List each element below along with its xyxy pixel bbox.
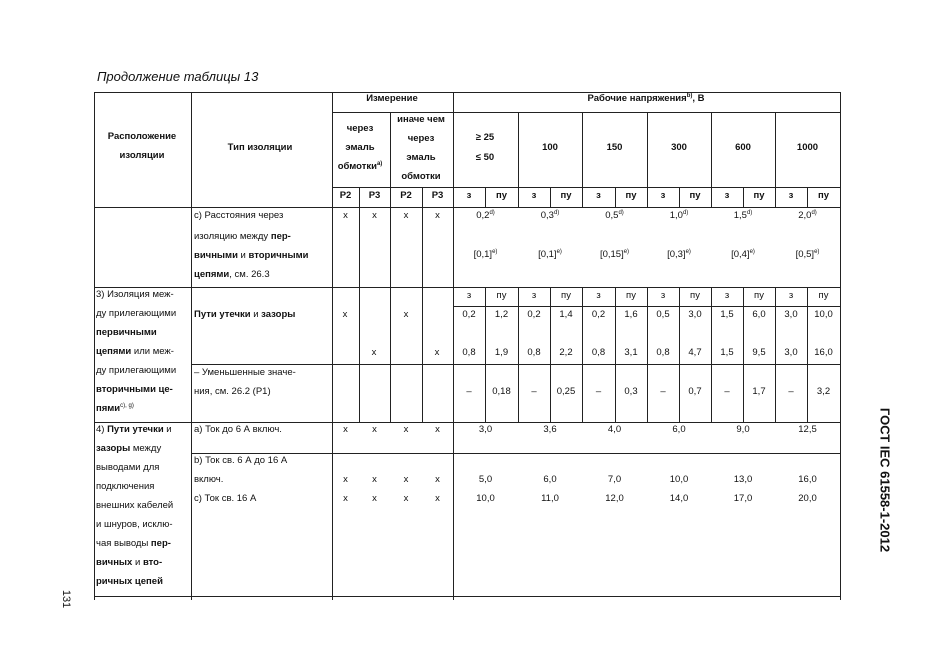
row-3-location: ду прилегающими [96, 308, 177, 319]
row-3-sub-col: з [788, 290, 794, 301]
rule-v [518, 112, 519, 207]
header-sub-col: пу [817, 190, 830, 201]
rule-v [453, 92, 454, 600]
header-sub-col: з [788, 190, 794, 201]
row-3-value: 0,2 [462, 309, 476, 320]
header-meas-col: P3 [431, 190, 444, 201]
row-c-type: c) Расстояния через [194, 210, 284, 221]
row-4-c-type: с) Ток св. 16 А [194, 493, 257, 504]
row-3-value: 1,9 [494, 347, 509, 358]
row-3-sub-col: пу [754, 290, 764, 301]
rule-v [775, 287, 776, 422]
row-c-value: 2,0$^{d)}$ [798, 209, 817, 221]
header-other-than-enamel: иначе чем [397, 114, 445, 125]
row-3-mark: x [371, 347, 377, 358]
row-3-value: 3,1 [624, 347, 638, 358]
row-3-value: 10,0 [814, 309, 833, 320]
table-top-rule [94, 92, 840, 93]
rule-v [359, 187, 360, 422]
row-3-location: 3) Изоляция меж- [96, 289, 174, 300]
row-4-value: 4,0 [607, 424, 622, 435]
header-sub-col: з [660, 190, 666, 201]
row-4-location: 4) Пути утечки и [96, 424, 172, 435]
row-4-mark: x [403, 424, 409, 435]
row-4-b-rule [191, 453, 840, 454]
rule-v [647, 112, 648, 207]
row-4-value: 13,0 [733, 474, 753, 485]
row-c-bracket-value: $[0,1]^{e)}$ [538, 248, 562, 260]
row-4-value: 3,6 [543, 424, 557, 435]
header-other-than-enamel: обмотки [401, 171, 441, 182]
row-4-location: ричных цепей [96, 576, 163, 587]
row-c-type: цепями, см. 26.3 [194, 269, 270, 280]
rule-v [332, 92, 333, 600]
row-3-sub-col: пу [626, 290, 636, 301]
row-3-value: 1,5 [720, 309, 734, 320]
row-4-value: 10,0 [669, 474, 689, 485]
row-c-bracket-value: $[0,15]^{e)}$ [599, 248, 630, 260]
row-3-reduced: – Уменьшенные значе- [194, 367, 296, 378]
row-3-sub-col: з [660, 290, 666, 301]
row-4-value: 11,0 [541, 493, 559, 504]
row-4-value: 16,0 [798, 474, 817, 485]
row-3-value: 16,0 [814, 347, 833, 358]
row-c-type: изоляцию между пер- [194, 231, 291, 242]
row-3-mark: x [403, 309, 409, 320]
row-3-value: 9,5 [752, 347, 766, 358]
rule-v [679, 287, 680, 422]
header-sub-col: з [531, 190, 537, 201]
rule-v [485, 187, 486, 207]
row-3-value: 0,8 [462, 347, 476, 358]
row-3-value: – [466, 386, 472, 397]
row-4-mark: x [435, 424, 440, 435]
row-c-bracket-value: $[0,1]^{e)}$ [473, 248, 498, 260]
rule-v [775, 112, 776, 207]
row-4-mark: x [403, 474, 409, 485]
row-3-location: ду прилегающими [96, 365, 177, 376]
header-other-than-enamel: через [407, 133, 435, 144]
header-location: изоляции [119, 150, 165, 161]
row-3-type: Пути утечки и зазоры [194, 309, 296, 320]
row-c-type: вичными и вторичными [194, 250, 309, 261]
row-3-sub-col: з [596, 290, 601, 301]
rule-h [94, 596, 191, 597]
row-c-value: 1,0$^{d)}$ [669, 209, 689, 221]
row-c-bracket-value: $[0,4]^{e)}$ [731, 248, 755, 260]
rule-v [743, 287, 744, 422]
header-voltage-25-50: ≤ 50 [475, 152, 495, 163]
row-3-sub-col: пу [496, 290, 507, 301]
rule-v [582, 112, 583, 207]
header-voltage: 100 [542, 142, 558, 153]
row-c-mark: x [435, 210, 440, 221]
rule-v [679, 187, 680, 207]
row-c-bracket-value: $[0,5]^{e)}$ [795, 248, 820, 260]
row-3-location: цепями или меж- [96, 346, 174, 357]
row-4-location: выводами для [96, 462, 160, 473]
row-4-location: вичных и вто- [96, 557, 163, 568]
row-3-value: 1,2 [494, 309, 509, 320]
row-4-value: 5,0 [478, 474, 493, 485]
header-working-voltages: Рабочие напряжения$^{b)}$, В [587, 92, 705, 104]
row-3-sub-col: пу [818, 290, 829, 301]
subheader-rule [332, 187, 840, 188]
header-sub-col: пу [625, 190, 637, 201]
row-4-mark: x [372, 493, 377, 504]
table-right-rule [840, 92, 841, 600]
row-4-b-type: b) Ток св. 6 А до 16 А [194, 455, 288, 466]
header-sub-col: з [596, 190, 601, 201]
row-4-value: 6,0 [543, 474, 557, 485]
row-4-mark: x [343, 493, 348, 504]
row-3-value: 0,2 [591, 309, 606, 320]
row-c-bracket-value: $[0,3]^{e)}$ [667, 248, 691, 260]
row-3-value: 0,3 [624, 386, 638, 397]
row-4-mark: x [403, 493, 409, 504]
row-4-value: 10,0 [476, 493, 495, 504]
row-3-value: 0,8 [591, 347, 606, 358]
rule-v [711, 287, 712, 422]
row-3-value: 3,0 [688, 309, 702, 320]
row-c-value: 0,3$^{d)}$ [540, 209, 560, 221]
row-3-value: – [531, 386, 537, 397]
row-4-b-type: включ. [194, 474, 224, 485]
row-4-location: зазоры между [96, 443, 162, 454]
header-measurement: Измерение [366, 93, 418, 104]
row-3-location: пями$^{c), g)}$ [96, 402, 134, 414]
rule-v [615, 287, 616, 422]
header-sub-col: з [724, 190, 730, 201]
row-4-location: внешних кабелей [96, 500, 174, 511]
rule-v [191, 92, 192, 600]
row-3-top-rule [94, 287, 840, 288]
header-sub-col: пу [689, 190, 701, 201]
row-3-sub-col: пу [690, 290, 700, 301]
rule-v [485, 287, 486, 422]
row-4-value: 12,0 [605, 493, 624, 504]
row-3-value: 2,2 [559, 347, 573, 358]
row-3-mark: x [434, 347, 440, 358]
row-4-location: и шнуров, исклю- [96, 519, 173, 530]
table-left-rule [94, 92, 95, 600]
row-4-value: 9,0 [736, 424, 750, 435]
page-number: 131 [60, 589, 72, 609]
row-3-value: 0,25 [556, 386, 576, 397]
table-caption: Продолжение таблицы 13 [97, 69, 259, 84]
row-3-value: 1,7 [752, 386, 766, 397]
rule-v [711, 112, 712, 207]
row-4-mark: x [435, 493, 440, 504]
row-4-value: 6,0 [672, 424, 686, 435]
row-3-value: 3,0 [784, 347, 798, 358]
row-3-location: первичными [96, 327, 157, 338]
row-3-sub-col: з [531, 290, 537, 301]
rule-v [647, 287, 648, 422]
header-sub-col: пу [753, 190, 765, 201]
row-3-reduced: ния, см. 26.2 (P1) [194, 386, 271, 397]
row-3-sub-col: з [466, 290, 472, 301]
row-3-value: – [660, 386, 666, 397]
row-3-value: 0,5 [656, 309, 670, 320]
row-c-mark: x [343, 210, 348, 221]
row-3-value: 3,0 [784, 309, 798, 320]
row-4-mark: x [435, 474, 440, 485]
row-4-mark: x [372, 424, 377, 435]
header-voltage: 600 [735, 142, 751, 153]
standard-designation: ГОСТ IEC 61558-1-2012 [877, 407, 893, 553]
rule-v [743, 187, 744, 207]
rule-v [390, 112, 391, 187]
row-3-value: 1,4 [559, 309, 573, 320]
row-3-value: – [788, 386, 794, 397]
header-voltage: 150 [606, 142, 623, 153]
rule-v [807, 287, 808, 422]
row-3-sub-col: з [724, 290, 730, 301]
header-through-enamel: обмотки$^{a)}$ [337, 160, 383, 172]
row-3-value: 1,5 [720, 347, 734, 358]
row-3-location: вторичными це- [96, 384, 173, 395]
header-through-enamel: эмаль [345, 142, 375, 153]
row-3-value: – [595, 386, 602, 397]
header-sub-col: з [466, 190, 472, 201]
header-sub-col: пу [495, 190, 508, 201]
header-voltage: 300 [671, 142, 687, 153]
header-meas-col: P2 [400, 190, 412, 201]
row-3-value: 3,2 [816, 386, 831, 397]
row-4-mark: x [372, 474, 377, 485]
rule-v [550, 187, 551, 207]
row-4-a-type: а) Ток до 6 А включ. [194, 424, 282, 435]
row-c-value: 1,5$^{d)}$ [733, 209, 753, 221]
row-c-value: 0,5$^{d)}$ [605, 209, 624, 221]
row-3-value: 4,7 [688, 347, 702, 358]
row-3-value: 6,0 [752, 309, 766, 320]
row-3-sub-col: пу [561, 290, 571, 301]
row-4-value: 20,0 [798, 493, 817, 504]
row-3-mark: x [342, 309, 348, 320]
row-3-value: 0,2 [527, 309, 541, 320]
rule-v [422, 187, 423, 422]
rule-v [550, 287, 551, 422]
header-bottom-rule [94, 207, 840, 208]
rule-v [518, 287, 519, 422]
row-4-top-rule [94, 422, 840, 423]
row-4-location: подключения [96, 481, 155, 492]
rule-v [615, 187, 616, 207]
header-meas-col: P2 [339, 190, 352, 201]
row-4-mark: x [343, 474, 348, 485]
row-3-value: 0,8 [656, 347, 670, 358]
rule-v [582, 287, 583, 422]
row-3-value: 1,6 [624, 309, 638, 320]
row-4-value: 7,0 [607, 474, 622, 485]
header-through-enamel: через [346, 123, 374, 134]
row-c-mark: x [372, 210, 377, 221]
header-voltage-25-50: ≥ 25 [475, 132, 495, 143]
row-4-location: чая выводы пер- [96, 538, 171, 549]
rule-v [807, 187, 808, 207]
row-4-value: 12,5 [798, 424, 817, 435]
row-c-value: 0,2$^{d)}$ [476, 209, 495, 221]
row-3-value: 0,18 [492, 386, 511, 397]
header-voltage: 1000 [796, 142, 819, 153]
row-3-value: 0,7 [688, 386, 702, 397]
row-4-value: 17,0 [733, 493, 753, 504]
rule-v [390, 187, 391, 422]
table-bottom-rule [191, 596, 840, 597]
header-other-than-enamel: эмаль [406, 152, 436, 163]
row-3-value: – [724, 386, 730, 397]
header-meas-col: P3 [368, 190, 381, 201]
header-sub-col: пу [560, 190, 572, 201]
header-location: Расположение [107, 131, 177, 142]
row-4-mark: x [343, 424, 348, 435]
row-c-mark: x [403, 210, 409, 221]
header-insulation-type: Тип изоляции [227, 142, 293, 153]
row-3-value: 0,8 [527, 347, 541, 358]
row-4-value: 3,0 [478, 424, 493, 435]
row-4-value: 14,0 [669, 493, 689, 504]
